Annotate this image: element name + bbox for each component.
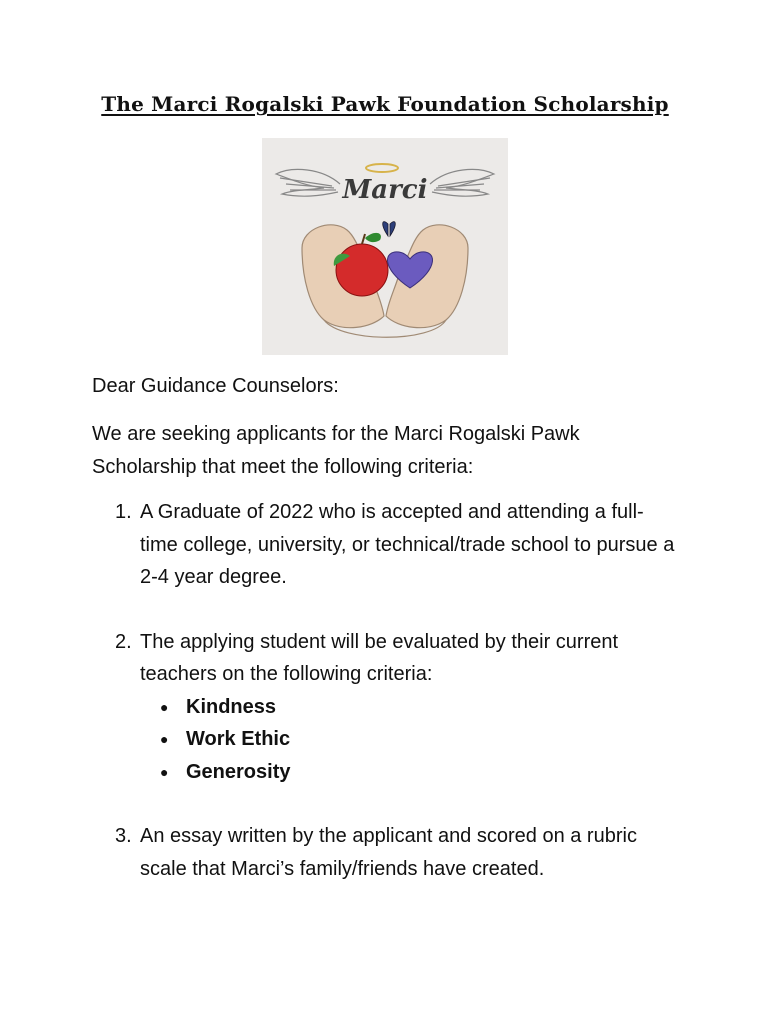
evaluation-traits-list	[140, 691, 675, 789]
criteria-item-1	[115, 496, 675, 594]
criteria-text: An essay written by the applicant and scored on a rubric scale that Marci’s family/friends have created.	[140, 825, 637, 880]
criteria-text: The applying student will be evaluated by their current teachers on the following criteria:	[140, 630, 619, 685]
trait-item: ● Kindness	[160, 691, 675, 724]
criteria-text: A Graduate of 2022 who is accepted and attending a full-time college, university, or technical/trade school to pursue a 2-4 year degree.	[140, 501, 675, 588]
criteria-number: 3.	[115, 825, 132, 847]
marci-logo-image	[262, 138, 508, 355]
criteria-number: 2.	[115, 630, 132, 653]
logo-text: Marci	[342, 175, 428, 205]
document-title: The Marci Rogalski Pawk Foundation Scholarship	[101, 92, 669, 116]
criteria-item-2	[115, 626, 675, 789]
trait-item: ● Work Ethic	[160, 723, 675, 756]
greeting: Dear Guidance Counselors:	[92, 375, 339, 397]
criteria-item-3	[115, 820, 675, 885]
criteria-list	[115, 496, 675, 885]
criteria-number: 1.	[115, 501, 132, 523]
trait-item: ● Generosity	[160, 756, 675, 789]
intro-paragraph: We are seeking applicants for the Marci Rogalski Pawk Scholarship that meet the following criteria:	[92, 423, 580, 478]
